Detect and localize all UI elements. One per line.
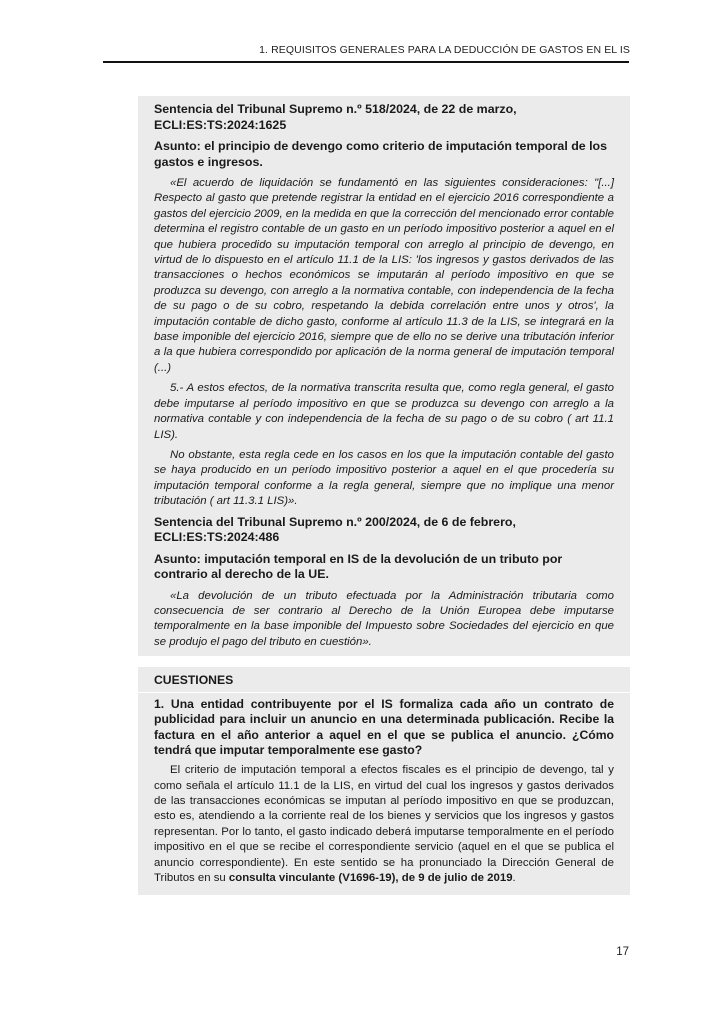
- ruling-2-subject: Asunto: imputación temporal en IS de la devolución de un tributo por contrario al derecho de la UE.: [154, 551, 563, 582]
- header-rule: [103, 61, 629, 63]
- ruling-1-paragraph-2: 5.- A estos efectos, de la normativa transcrita resulta que, como regla general, el gasto debe imputarse al período impositivo en que se produzca su devengo con arreglo a la normativa contable y con independencia de la fecha de su pago o de su cobro ( art 11.1 LIS).: [154, 382, 614, 441]
- questions-header: CUESTIONES: [138, 673, 630, 693]
- answer-1-reference: consulta vinculante (V1696-19), de 9 de julio de 2019: [228, 872, 513, 885]
- ruling-1-paragraph-3: No obstante, esta regla cede en los casos en los que la imputación contable del gasto se haya producido en un período impositivo posterior a aquel en el que procedería su imputación temporal conforme a la regla general, siempre que no implique una menor tributación ( art 11.3.1 LIS)».: [154, 448, 614, 508]
- answer-1-text: El criterio de imputación temporal a efectos fiscales es el principio de devengo, tal y como señala el artículo 11.1 de la LIS, en virtud del cual los ingresos y gastos derivados de las transacciones económicas se imputan al período impositivo en que se produzcan, esto es, atendiendo a la corriente real de los bienes y servicios que los ingresos y gastos representan. Por lo tanto, el gasto indicado deberá imputarse temporalmente en el período impositivo en el que se recibe el correspondiente servicio (aquel en el que se publica el anuncio correspondiente). En este sentido se ha pronunciado la Dirección General de Tributos en su: [154, 764, 614, 885]
- answer-1-end: .: [512, 872, 516, 885]
- page-number: 17: [616, 946, 629, 958]
- rulings-box: [138, 96, 630, 656]
- ruling-1-title: Sentencia del Tribunal Supremo n.º 518/2024, de 22 de marzo, ECLI:ES:TS:2024:1625: [154, 102, 517, 132]
- ruling-2-title: Sentencia del Tribunal Supremo n.º 200/2024, de 6 de febrero, ECLI:ES:TS:2024:486: [154, 514, 516, 545]
- ruling-2-paragraph-1: «La devolución de un tributo efectuada por la Administración tributaria como consecuencia de ser contrario al Derecho de la Unión Europea debe imputarse temporalmente en la base imponible del Impuesto sobre Sociedades del ejercicio en que se produjo el pago del tributo en cuestión».: [154, 589, 614, 648]
- ruling-1-paragraph-1: «El acuerdo de liquidación se fundamentó en las siguientes consideraciones: "[...] Respecto al gasto que pretende registrar la entidad en el ejercicio 2016 correspondiente a gastos del ejercicio 2009, en la medida en que la corrección del mencionado error contable determina el registro contable de un gasto en un período impositivo posterior a aquel en el que hubiera procedido su imputación temporal con arreglo al principio de devengo, en virtud de lo dispuesto en el artículo 11.1 de la LIS: 'los ingresos y gastos derivados de las transacciones o hechos económicos se imputarán al período impositivo en que se produzca su devengo, con arreglo a la normativa contable, con independencia de la fecha de su pago o de su cobro, respetando la debida correlación entre unos y otros', la imputación contable de dicho gasto, conforme al artículo 11.3 de la LIS, se integrará en la base imponible del ejercicio 2016, siempre que de ello no se derive una tributación inferior a la que hubiera correspondido por aplicación de la norma general de imputación temporal (...): [154, 177, 614, 374]
- questions-box: [138, 667, 630, 895]
- question-1: 1. Una entidad contribuyente por el IS formaliza cada año un contrato de publicidad para incluir un anuncio en una determinada publicación. Recibe la factura en el año anterior a aquel en el que se publica el anuncio. ¿Cómo tendrá que imputar temporalmente ese gasto?: [154, 697, 614, 757]
- answer-1: [154, 763, 614, 886]
- ruling-1-subject: Asunto: el principio de devengo como criterio de imputación temporal de los gastos e ingresos.: [154, 139, 608, 169]
- running-header: 1. REQUISITOS GENERALES PARA LA DEDUCCIÓN DE GASTOS EN EL IS: [259, 44, 630, 56]
